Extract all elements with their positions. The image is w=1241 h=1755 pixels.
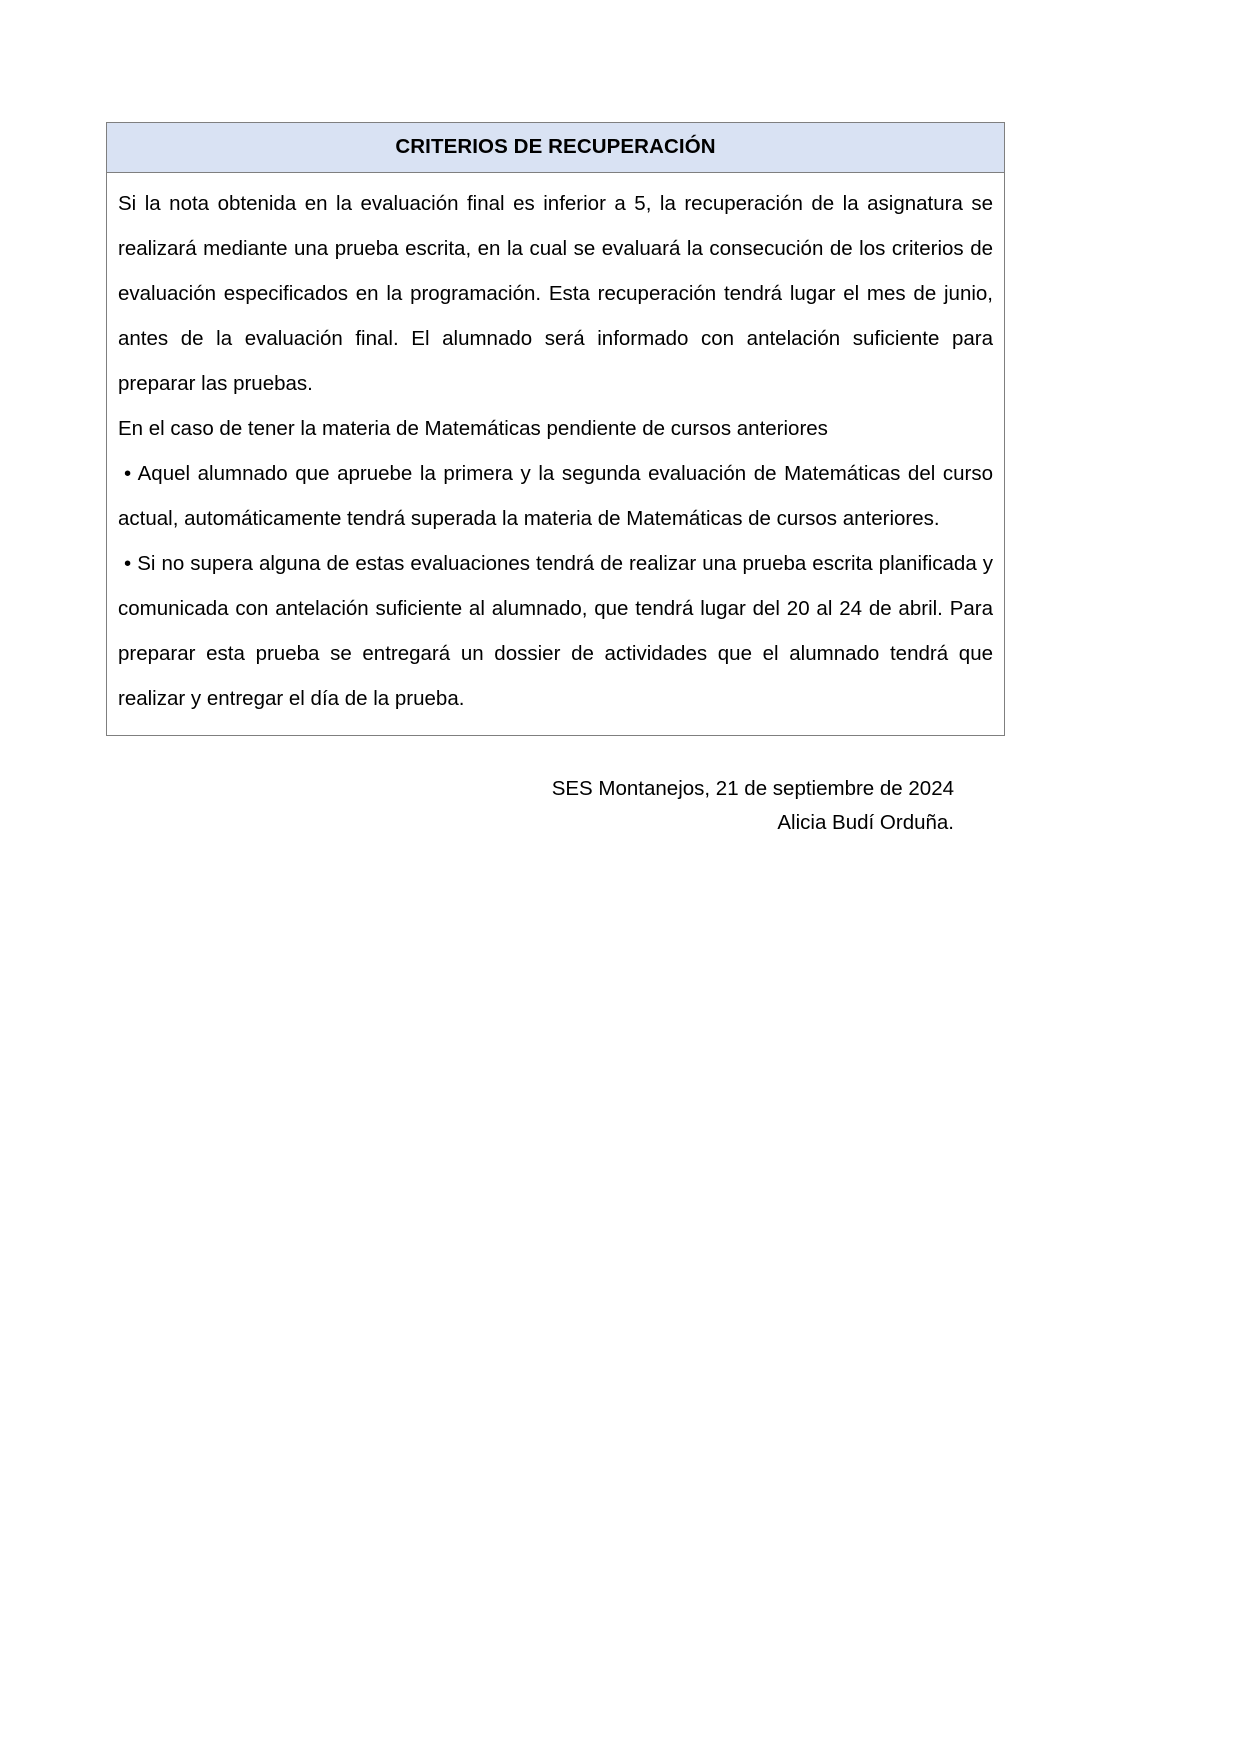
signature-name: Alicia Budí Orduña. bbox=[777, 811, 954, 834]
signature-block bbox=[106, 772, 954, 840]
bullet-item-written-test-april: • Si no supera alguna de estas evaluaciones tendrá de realizar una prueba escrita planificada y comunicada con antelación suficiente al alumnado, que tendrá lugar del 20 al 24 de abril. Para preparar esta prueba se entregará un dossier de actividades que el alumnado tendrá que realizar y entregar el día de la prueba. bbox=[118, 552, 993, 710]
paragraph-pending-subject-intro: En el caso de tener la materia de Matemáticas pendiente de cursos anteriores bbox=[118, 417, 828, 440]
criteria-table-header: CRITERIOS DE RECUPERACIÓN bbox=[107, 123, 1004, 173]
signature-place-date: SES Montanejos, 21 de septiembre de 2024 bbox=[551, 777, 954, 800]
criteria-table bbox=[106, 122, 1005, 736]
criteria-table-body bbox=[107, 173, 1004, 735]
paragraph-recovery-exam: Si la nota obtenida en la evaluación final es inferior a 5, la recuperación de la asignatura se realizará mediante una prueba escrita, en la cual se evaluará la consecución de los criterios de evaluación especificados en la programación. Esta recuperación tendrá lugar el mes de junio, antes de la evaluación final. El alumnado será informado con antelación suficiente para preparar las pruebas. bbox=[118, 192, 993, 395]
bullet-item-pass-first-two-evaluations: • Aquel alumnado que apruebe la primera y la segunda evaluación de Matemáticas del curso actual, automáticamente tendrá superada la materia de Matemáticas de cursos anteriores. bbox=[118, 462, 993, 530]
